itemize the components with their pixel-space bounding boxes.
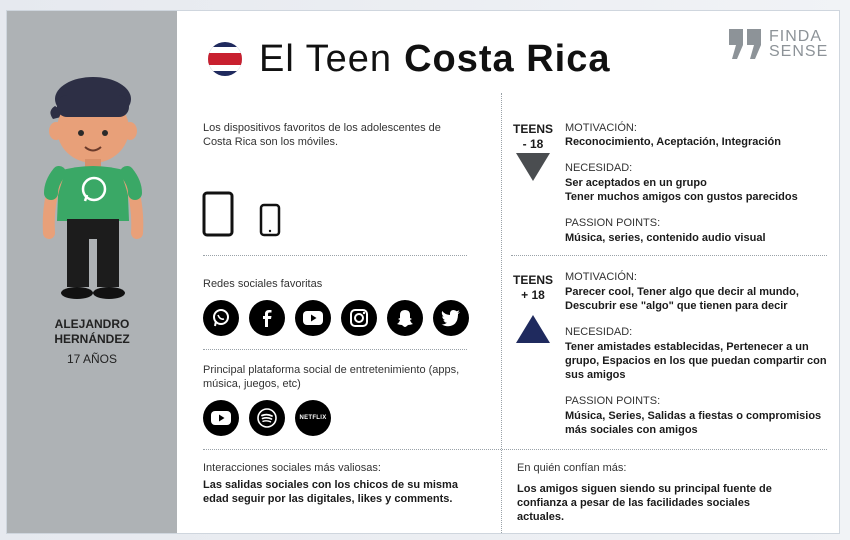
snapchat-icon [387, 300, 423, 336]
teens-minus-need-label: NECESIDAD: [565, 162, 633, 174]
teens-divider [511, 255, 827, 256]
entertainment-icons-row [203, 400, 331, 436]
vertical-divider [501, 93, 502, 533]
interactions-heading: Interacciones sociales más valiosas: [203, 462, 381, 474]
teens-minus-line2: - 18 [522, 137, 544, 151]
teens-minus-need-line1: Ser aceptados en un grupo [565, 177, 707, 189]
entertainment-heading [203, 363, 493, 391]
teen-character-illustration [7, 11, 177, 311]
entertainment-heading-line1: Principal plataforma social de entretenimiento (apps, [203, 364, 460, 376]
trust-line2: confianza a pesar de las facilidades sociales [517, 497, 750, 509]
youtube-icon [295, 300, 331, 336]
facebook-icon [249, 300, 285, 336]
person-first-name: ALEJANDRO [54, 317, 130, 331]
teens-plus-need-line1: Tener amistades establecidas, Pertenecer a un [565, 341, 809, 353]
trust-line1: Los amigos siguen siendo su principal fuente de [517, 483, 772, 495]
social-heading: Redes sociales favoritas [203, 278, 323, 290]
devices-text [203, 121, 493, 149]
youtube-icon [203, 400, 239, 436]
teens-plus-need-line2: grupo, Espacios en los que puedan compartir con [565, 355, 827, 367]
logo-line2: SENSE [769, 43, 829, 60]
social-divider [203, 349, 467, 350]
quote-marks-icon [729, 29, 763, 59]
teens-minus-passion-label: PASSION POINTS: [565, 217, 661, 229]
title-bold: Costa Rica [404, 37, 611, 80]
person-last-name: HERNÁNDEZ [54, 332, 130, 346]
teens-plus-need-line3: sus amigos [565, 369, 626, 381]
triangle-up-icon [516, 315, 550, 343]
person-name [7, 317, 177, 347]
devices-text-line2: Costa Rica son los móviles. [203, 136, 339, 148]
bottom-divider [203, 449, 827, 450]
teens-minus-need-line2: Tener muchos amigos con gustos parecidos [565, 191, 798, 203]
twitter-icon [433, 300, 469, 336]
tablet-icon [202, 191, 234, 237]
entertainment-heading-line2: música, juegos, etc) [203, 378, 301, 390]
logo-text [769, 29, 828, 59]
costa-rica-flag-icon [207, 41, 243, 77]
netflix-icon [295, 400, 331, 436]
interactions-line2: edad seguir por las digitales, likes y comments. [203, 493, 453, 505]
teens-minus-label [511, 122, 555, 152]
teens-plus-passion-label: PASSION POINTS: [565, 395, 661, 407]
teens-minus-motivation-value: Reconocimiento, Aceptación, Integración [565, 136, 781, 148]
spotify-icon [249, 400, 285, 436]
teens-plus-motivation-line1: Parecer cool, Tener algo que decir al mundo, [565, 286, 799, 298]
trust-line3: actuales. [517, 511, 565, 523]
netflix-label: NETFLIX [299, 415, 327, 421]
devices-text-line1: Los dispositivos favoritos de los adolescentes de [203, 122, 441, 134]
findasense-logo [729, 29, 828, 59]
teens-plus-motivation-line2: Descubrir ese "algo" que tienen para decir [565, 300, 788, 312]
teens-minus-line1: TEENS [512, 122, 553, 136]
whatsapp-icon [203, 300, 239, 336]
instagram-icon [341, 300, 377, 336]
triangle-down-icon [516, 153, 550, 181]
interactions-line1: Las salidas sociales con los chicos de su misma [203, 479, 458, 491]
teens-minus-motivation-label: MOTIVACIÓN: [565, 122, 637, 134]
teens-plus-motivation-label: MOTIVACIÓN: [565, 271, 637, 283]
devices-divider [203, 255, 467, 256]
teens-plus-passion-line1: Música, Series, Salidas a fiestas o compromisios [565, 410, 822, 422]
teens-plus-passion-line2: más sociales con amigos [565, 424, 698, 436]
teens-plus-line2: + 18 [521, 288, 545, 302]
infographic-frame [6, 10, 840, 534]
teens-plus-need-label: NECESIDAD: [565, 326, 633, 338]
smartphone-icon [259, 203, 281, 237]
title-light: El Teen [259, 37, 393, 80]
page-title [207, 39, 610, 79]
teens-plus-line1: TEENS [512, 273, 553, 287]
logo-line1: FINDA [769, 28, 822, 45]
trust-heading: En quién confían más: [517, 462, 627, 474]
teens-minus-passion-value: Música, series, contenido audio visual [565, 232, 766, 244]
character-panel [7, 11, 177, 533]
person-age: 17 AÑOS [66, 352, 118, 366]
teens-plus-label [511, 273, 555, 303]
social-icons-row [203, 300, 469, 336]
